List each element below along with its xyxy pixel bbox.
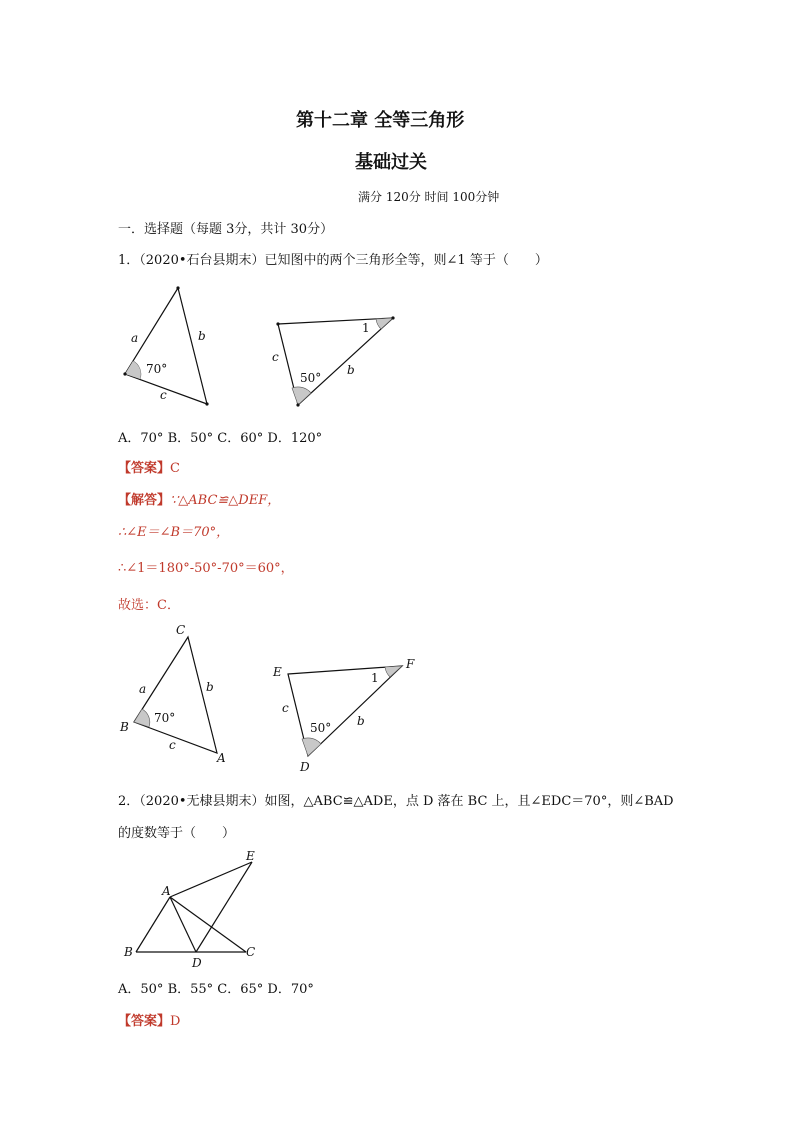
chapter-title: 第十二章 全等三角形 bbox=[296, 110, 465, 131]
label-side-a-sol: a bbox=[139, 682, 147, 696]
segment-ac bbox=[170, 897, 246, 952]
label-side-c: c bbox=[160, 388, 167, 402]
label-side-b-sol: b bbox=[206, 680, 214, 694]
label-side-c-right: c bbox=[272, 350, 279, 364]
label-angle-1: 1 bbox=[362, 321, 370, 335]
segment-ad bbox=[170, 897, 196, 952]
vertex-e-q2: E bbox=[246, 849, 255, 863]
score-time-meta: 满分 120分 时间 100分钟 bbox=[358, 190, 500, 204]
vertex-b: B bbox=[120, 720, 129, 734]
vertex-b-q2: B bbox=[124, 945, 133, 959]
question-1-solution-line-3: ∴∠1＝180°-50°-70°＝60°， bbox=[118, 561, 294, 576]
answer-tag: 【答案】 bbox=[118, 461, 171, 476]
label-side-b-right: b bbox=[347, 363, 355, 377]
question-2-options: A．50° B．55° C．65° D．70° bbox=[118, 982, 314, 997]
vertex-d: D bbox=[300, 760, 310, 774]
question-1-solution-line-4: 故选：C． bbox=[118, 598, 180, 613]
answer-tag-q2: 【答案】 bbox=[118, 1014, 171, 1029]
answer-value: C bbox=[170, 461, 180, 476]
label-angle-70-sol: 70° bbox=[154, 711, 176, 725]
segment-de bbox=[196, 862, 252, 952]
label-angle-1-sol: 1 bbox=[371, 671, 379, 685]
solution-tag: 【解答】 bbox=[118, 493, 171, 508]
question-2-stem-line-1: 2．（2020•无棣县期末）如图，△ABC≌△ADE，点 D 落在 BC 上，且∠EDC＝70°，则∠BAD bbox=[118, 794, 674, 809]
label-side-c-sol: c bbox=[169, 738, 176, 752]
vertex-c-q2: C bbox=[246, 945, 256, 959]
label-side-c-def: c bbox=[282, 701, 289, 715]
vertex-c: C bbox=[176, 623, 186, 637]
question-2-answer bbox=[118, 1010, 180, 1029]
segment-ae bbox=[170, 862, 252, 897]
solution-text: ∵△ABC≌△DEF， bbox=[170, 493, 281, 508]
section-heading: 一．选择题（每题 3分，共计 30分） bbox=[118, 222, 334, 237]
vertex-d-q2: D bbox=[192, 956, 202, 970]
question-1-stem: 1．（2020•石台县期末）已知图中的两个三角形全等，则∠1 等于（ ） bbox=[118, 253, 548, 268]
vertex-e: E bbox=[273, 665, 282, 679]
vertex-f: F bbox=[406, 657, 415, 671]
answer-value-q2: D bbox=[170, 1014, 181, 1029]
label-angle-50: 50° bbox=[300, 371, 322, 385]
segment-ab bbox=[136, 897, 170, 952]
label-angle-50-sol: 50° bbox=[310, 721, 332, 735]
label-side-a: a bbox=[131, 331, 139, 345]
question-1-options: A．70° B．50° C．60° D．120° bbox=[118, 431, 323, 446]
question-1-solution-line-2: ∴∠E＝∠B＝70°， bbox=[118, 525, 230, 540]
vertex-a-q2: A bbox=[162, 884, 171, 898]
question-2-stem-line-2: 的度数等于（ ） bbox=[118, 826, 236, 841]
section-title: 基础过关 bbox=[355, 152, 427, 173]
label-angle-70: 70° bbox=[146, 362, 168, 376]
vertex-a: A bbox=[217, 751, 226, 765]
label-side-b: b bbox=[198, 329, 206, 343]
label-side-b-def: b bbox=[357, 714, 365, 728]
